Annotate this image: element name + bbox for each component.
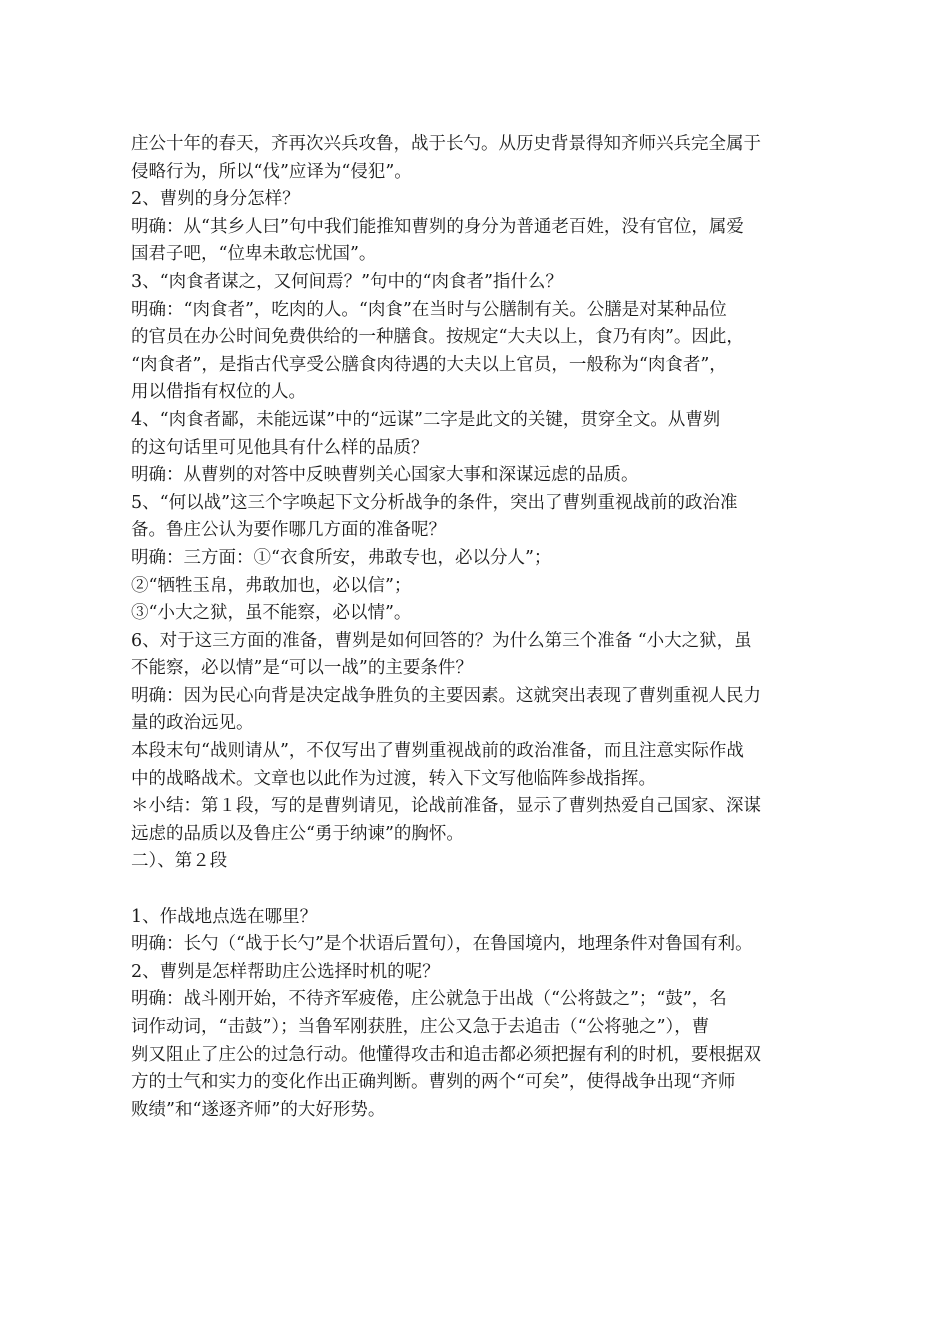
text-line: ②“牺牲玉帛，弗敢加也，必以信”； — [131, 575, 412, 596]
summary-line: ＊小结：第１段，写的是曹刿请见，论战前准备，显示了曹刿热爱自己国家、深谋 — [131, 796, 761, 817]
text-line: 用以借指有权位的人。 — [131, 382, 306, 403]
question-heading: 5、“何以战”这三个字唤起下文分析战争的条件，突出了曹刿重视战前的政治准 — [131, 492, 738, 513]
question-heading: 2、曹刿是怎样帮助庄公选择时机的呢？ — [131, 961, 440, 982]
text-line: 的这句话里可见他具有什么样的品质？ — [131, 437, 429, 458]
text-line: 明确：长勺（“战于长勺”是个状语后置句），在鲁国境内，地理条件对鲁国有利。 — [131, 934, 753, 955]
text-line: 庄公十年的春天，齐再次兴兵攻鲁，战于长勺。从历史背景得知齐师兴兵完全属于 — [131, 134, 761, 154]
section-heading: 二）、第２段 — [131, 851, 228, 872]
question-heading: 3、“肉食者谋之，又何间焉？”句中的“肉食者”指什么？ — [131, 271, 563, 292]
text-line: 明确：三方面：①“衣食所安，弗敢专也，必以分人”； — [131, 547, 552, 568]
document-body — [131, 131, 821, 1124]
text-line: 明确：“肉食者”，吃肉的人。“肉食”在当时与公膳制有关。公膳是对某种品位 — [131, 299, 727, 320]
text-line: 刿又阻止了庄公的过急行动。他懂得攻击和追击都必须把握有利的时机，要根据双 — [131, 1044, 761, 1065]
text-line: 不能察，必以情”是“可以一战”的主要条件？ — [131, 658, 473, 679]
blank-line — [131, 876, 821, 904]
text-line: 侵略行为，所以“伐”应译为“侵犯”。 — [131, 161, 412, 182]
question-heading: 1、作战地点选在哪里？ — [131, 906, 318, 927]
text-line: “肉食者”，是指古代享受公膳食肉待遇的大夫以上官员，一般称为“肉食者”， — [131, 354, 727, 375]
question-heading: 4、“肉食者鄙，未能远谋”中的“远谋”二字是此文的关键，贯穿全文。从曹刿 — [131, 409, 721, 430]
text-line: 明确：战斗刚开始，不待齐军疲倦，庄公就急于出战（“公将鼓之”；“鼓”，名 — [131, 989, 727, 1010]
text-line: 中的战略战术。文章也以此作为过渡，转入下文写他临阵参战指挥。 — [131, 768, 656, 789]
text-line: 本段末句“战则请从”，不仅写出了曹刿重视战前的政治准备，而且注意实际作战 — [131, 741, 744, 762]
text-line: 量的政治远见。 — [131, 713, 254, 734]
text-line: 国君子吧，“位卑未敢忘忧国”。 — [131, 244, 377, 265]
text-line: 明确：从“其乡人曰”句中我们能推知曹刿的身分为普通老百姓，没有官位，属爱 — [131, 216, 744, 237]
text-line: 的官员在办公时间免费供给的一种膳食。按规定“大夫以上，食乃有肉”。因此， — [131, 327, 744, 348]
text-line: 方的士气和实力的变化作出正确判断。曹刿的两个“可矣”，使得战争出现“齐师 — [131, 1072, 736, 1093]
text-line: 词作动词，“击鼓”）；当鲁军刚获胜，庄公又急于去追击（“公将驰之”），曹 — [131, 1017, 710, 1037]
text-line: 明确：因为民心向背是决定战争胜负的主要因素。这就突出表现了曹刿重视人民力 — [131, 685, 761, 706]
question-heading: 2、曹刿的身分怎样？ — [131, 189, 300, 210]
summary-line: 远虑的品质以及鲁庄公“勇于纳谏”的胸怀。 — [131, 823, 464, 844]
text-line: 明确：从曹刿的对答中反映曹刿关心国家大事和深谋远虑的品质。 — [131, 465, 639, 486]
question-heading: 6、对于这三方面的准备，曹刿是如何回答的？为什么第三个准备 “小大之狱，虽 — [131, 630, 752, 651]
text-line: 备。鲁庄公认为要作哪几方面的准备呢？ — [131, 520, 446, 541]
text-line: ③“小大之狱，虽不能察，必以情”。 — [131, 603, 412, 624]
text-line: 败绩”和“遂逐齐师”的大好形势。 — [131, 1099, 386, 1120]
